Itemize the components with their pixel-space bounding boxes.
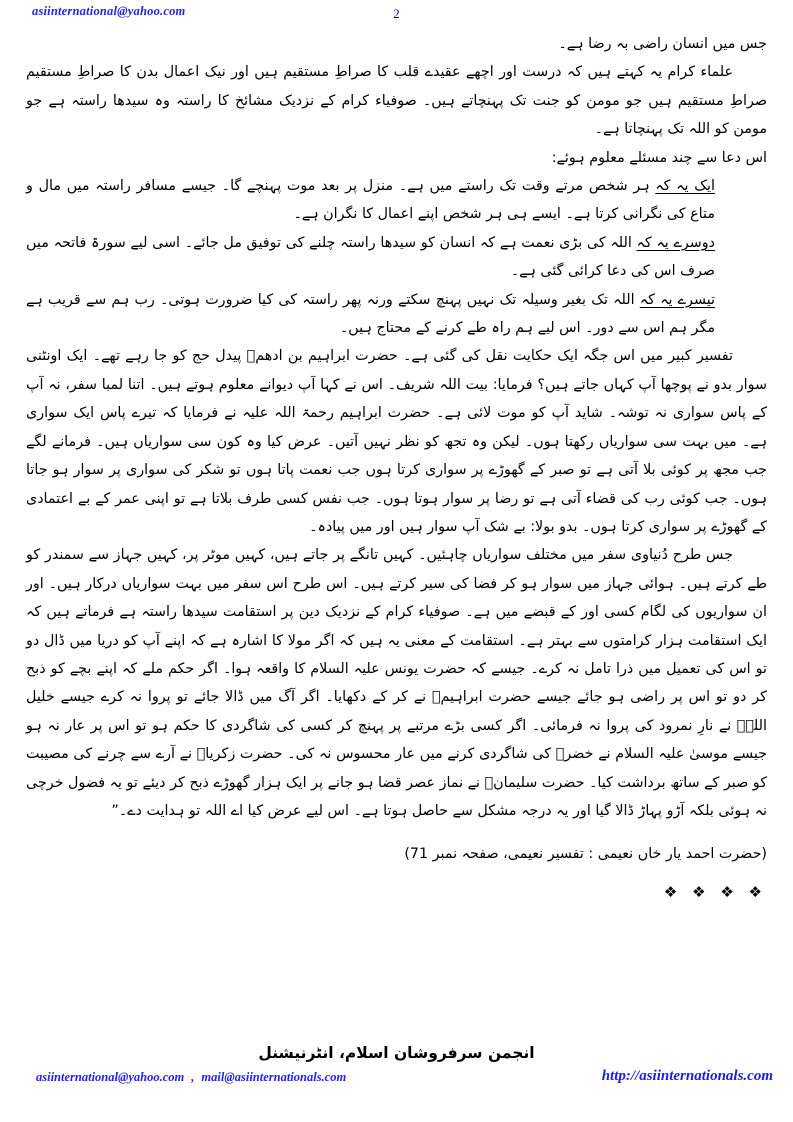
ornament-divider-icon: ❖ ❖ ❖ ❖ [663, 883, 767, 902]
footer-email-secondary[interactable]: mail@asiinternationals.com [201, 1070, 347, 1084]
source-citation: (حضرت احمد یار خاں نعیمی : تفسیر نعیمی، صفحہ نمبر 71) [404, 845, 767, 862]
organization-name: انجمن سرفروشان اسلام، انٹرنیشنل [258, 1044, 535, 1062]
body-paragraph-1: علماء کرام یہ کہتے ہیں کہ درست اور اچھے عقیدے قلب کا صراطِ مستقیم ہیں اور نیک اعمال بدن کا صراطِ مستقیم صراطِ مستقیم ہیں جو مومن کو جنت تک پہنچاتے ہیں۔ صوفیاء کرام کے نزدیک مشائخ کا راستہ وہ سیدھا راستہ ہے جو مومن کو اللہ تک پہنچاتا ہے۔ [26, 64, 767, 138]
point-item-2 [26, 229, 715, 286]
numbered-points-list [26, 172, 767, 342]
footer-email-separator: , [191, 1070, 195, 1084]
body-paragraph-3: تفسیر کبیر میں اس جگہ ایک حکایت نقل کی گئی ہے۔ حضرت ابراہیم بن ادھمؒ پیدل حج کو جا رہے تھے۔ ایک اونٹنی سوار بدو نے پوچھا آپ کہاں جاتے ہیں؟ فرمایا: بیت اللہ شریف۔ اس نے کہا آپ دیوانے معلوم ہوتے ہیں۔ اتنا لمبا سفر، نہ آپ کے پاس سواری نہ توشہ۔ شاید آپ کو موت لائی ہے۔ حضرت ابراہیم رحمۃ اللہ علیہ نے فرمایا کہ تیرے پاس ایک سواری ہے۔ میں بہت سی سواریاں رکھتا ہوں۔ لیکن وہ تجھ کو نظر نہیں آتیں۔ عرض کیا وہ کون سی سواریاں ہیں۔ فرمانے لگے جب مجھ پر کوئی بلا آتی ہے تو صبر کے گھوڑے پر سواری کرتا ہوں جب نعمت پاتا ہوں تو شکر کی سواری پر سوار ہو جاتا ہوں۔ جب کوئی رب کی قضاء آتی ہے تو رضا پر سوار ہوتا ہوں۔ جب نفس کسی طرف بلاتا ہے تو اپنی عمر کے بے اعتمادی کے گھوڑے پر سواری کرتا ہوں۔ بدو بولا: بے شک آپ سوار ہیں اور میں پیادہ۔ [26, 348, 767, 535]
point-lead-3: تیسرے یہ کہ [639, 291, 715, 308]
footer-website-link[interactable]: http://asiinternationals.com [601, 1068, 773, 1084]
continuation-line: جس میں انسان راضی بہ رضا ہے۔ [558, 36, 767, 52]
body-paragraph-4: جس طرح دُنیاوی سفر میں مختلف سواریاں چاہئیں۔ کہیں تانگے پر جاتے ہیں، کہیں موٹر پر، کہیں جہاز سے سمندر کو طے کرتے ہیں۔ ہوائی جہاز میں سوار ہو کر فضا کی سیر کرتے ہیں۔ اس طرح اس سفر میں بہت سواریاں درکار ہیں۔ اور ان سواریوں کی لگام کسی اور کے قبضے میں ہے۔ صوفیاء کرام کے نزدیک دین پر استقامت سیدھا راستہ ہے فرماتے ہیں کہ ایک استقامت ہزار کرامتوں سے بہتر ہے۔ استقامت کے معنی یہ ہیں کہ اگر مولا کا اشارہ ہے کہ اپنے آپ کو دریا میں ڈال دو تو اس کی تعمیل میں ذرا تامل نہ کرے۔ جیسے کہ حضرت یونس علیہ السلام کا واقعہ ہوا۔ اگر حکم ملے کہ اپنے بچے کو ذبح کر دو تو اس پر راضی ہو جائے جیسے حضرت ابراہیمؑ نے کر کے دکھایا۔ اگر آگ میں ڈالا جائے تو پروا نہ کرے جیسے خلیل اللہؑ نے نارِ نمرود کی پروا نہ فرمائی۔ اگر کسی بڑے مرتبے پر پہنچ کر کسی کی شاگردی کا حکم ہو تو اس پر عار نہ ہو جیسے موسیٰ علیہ السلام نے خضرؑ کی شاگردی کرنے میں عار محسوس نہ کی۔ حضرت زکریاؑ نے آرے سے چرنے کی مصیبت کو صبر کے ساتھ برداشت کیا۔ حضرت سلیمانؑ نے نماز عصر قضا ہو جانے پر ایک ہزار گھوڑے ذبح کر دیئے تو یہ فضول خرچی نہ ہوئی بلکہ آڑو پہاڑ ڈالا گیا اور یہ درجہ مشکل سے حاصل ہوتا ہے۔ اس لیے عرض کیا اے اللہ تو ہدایت دے۔” [26, 547, 767, 819]
page-number: 2 [393, 6, 400, 21]
point-text-1: ہر شخص مرتے وقت تک راستے میں ہے۔ منزل پر بعد موت پہنچے گا۔ جیسے مسافر راستہ میں مال و متاع کی نگرانی کرتا ہے۔ ایسے ہی ہر شخص اپنے اعمال کا نگران ہے۔ [26, 178, 715, 223]
point-text-2: اللہ کی بڑی نعمت ہے کہ انسان کو سیدھا راستہ چلنے کی توفیق مل جائے۔ اسی لیے سورۃ فاتحہ میں صرف اس کی دعا کرائی گئی ہے۔ [26, 234, 715, 280]
document-body [26, 30, 767, 1015]
footer-email-group [36, 1070, 346, 1085]
footer-contact-links [0, 1070, 793, 1094]
point-lead-2: دوسرے یہ کہ [636, 234, 715, 251]
page-header [0, 4, 793, 30]
header-email-link[interactable]: asiinternational@yahoo.com [32, 4, 186, 18]
point-text-3: اللہ تک بغیر وسیلہ تک نہیں پہنچ سکتے ورنہ پھر راستہ کی کیا ضرورت ہوتی۔ رب ہم سے قریب ہے مگر ہم اس سے دور۔ اس لیے ہم راہ طے کرنے کے محتاج ہیں۔ [26, 291, 715, 337]
point-lead-1: ایک یہ کہ [655, 178, 715, 195]
page-footer [0, 1042, 793, 1104]
body-paragraph-2: اس دعا سے چند مسئلے معلوم ہوئے: [551, 149, 767, 166]
point-item-1 [26, 172, 715, 229]
point-item-3 [26, 286, 715, 343]
footer-email-primary[interactable]: asiinternational@yahoo.com [36, 1070, 185, 1084]
